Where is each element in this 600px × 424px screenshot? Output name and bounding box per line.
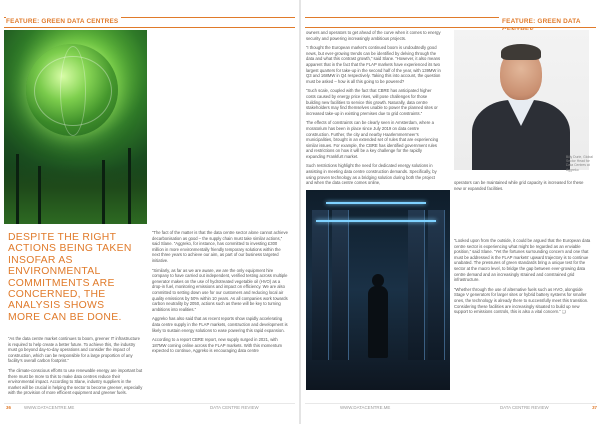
paragraph: operators can be maintained while grid capacity is increased for these new or expanded facilities. bbox=[454, 180, 584, 191]
left-page-number: 36 bbox=[6, 405, 11, 410]
server-rack bbox=[428, 210, 445, 360]
globe-illustration bbox=[26, 44, 118, 136]
portrait-hair bbox=[501, 44, 541, 60]
forest-ground bbox=[4, 164, 147, 224]
paragraph: “Whether through the use of alternative fuels such as HVO, alongside Stage V generators for larger sites or hybrid battery systems for smaller ones, the technology is already there to successfully meet this transition. Considering these facilities are increasingly situated to build up new support to emissions controls, this is also a vital concern.” ❑ bbox=[454, 286, 589, 315]
server-rack bbox=[408, 210, 425, 360]
portrait-caption: Billy Durie, Global Sector Head for Data Centres at Aggreko bbox=[566, 155, 593, 172]
right-column-2 bbox=[454, 180, 590, 195]
paragraph: Aggreko has also said that as recent reports show rapidly accelerating data centre supply in the FLAP markets, construction and development is likely to sustain energy solutions to ease powering this rapid expansion. bbox=[152, 316, 288, 333]
left-footer-magazine: WWW.DATACENTRE.ME bbox=[24, 405, 75, 410]
paragraph: “The fact of the matter is that the data centre sector alone cannot achieve decarbonisation as good – the supply chain must take similar actions,” said Slane. “Aggreko, for instance, has committed to investing £300 million in more environmentally friendly temporary solutions within the next three years to achieve our aim, as part of our business targeted initiative. bbox=[152, 230, 288, 263]
paragraph: The climate-conscious efforts to use renewable energy are important but there must be more to this to make data centres reduce their environmental impact. According to Slane, industry suppliers in the market will be crucial in helping the sector to become greener, especially with the provision of more efficient equipment and greener fuels. bbox=[8, 367, 143, 396]
paragraph: owners and operators to get ahead of the curve when it comes to energy security and powering increasingly ambitious projects. bbox=[306, 30, 441, 41]
paragraph: The effects of constraints can be clearly seen in Amsterdam, where a moratorium has been in place since July 2019 on data centre construction. Further, the city and nearby Haarlemmermeer’s municipalities, brought in an extended set of rules that are experiencing similar issues. For example, the CBRE has identified government rules and restrictions on how it will be a key challenge for the rapidly expanding Frankfurt market. bbox=[306, 120, 439, 159]
paragraph: Such restrictions highlight the need for dedicated energy solutions in assisting in meeting data centre construction demands. Specifically, by using proven technology as a bridging solution during both the project and when the data centre comes online, bbox=[306, 163, 437, 186]
ceiling-light bbox=[326, 202, 426, 204]
paragraph: “As the data centre market continues to boom, greener IT infrastructure is required to help create a better future. To achieve this, the industry must go beyond day-to-day operations and consider the impact of construction, which can be responsible for a large proportion of any facility’s overall carbon footprint.” bbox=[8, 336, 140, 364]
tree-trunk bbox=[16, 154, 19, 224]
right-page-number: 37 bbox=[592, 405, 597, 410]
left-column-1 bbox=[8, 336, 144, 400]
hero-globe-image bbox=[4, 30, 147, 224]
tree-trunk bbox=[102, 160, 105, 224]
right-column-1 bbox=[306, 30, 442, 190]
tree-trunk bbox=[38, 166, 41, 224]
paragraph: “Such scale, coupled with the fact that CBRE has anticipated higher costs caused by energy price rises, will pose challenges for those building new facilities to service this growth. Naturally, data centre stakeholders may find themselves unable to power the planned sites or increased take-up in existing premises due to grid constraints.” bbox=[306, 88, 438, 116]
silhouette-figure bbox=[368, 286, 388, 358]
paragraph: “Similarly, as far as we are aware, we are the only equipment hire company to have carried out independent, verified testing across multiple generator makes on the use of hydrotreated vegetable oil (HVO) as a drop-in fuel, monitoring emissions and impact on efficiency. We are also committed to setting down use for our customers and reducing local air quality emissions by 50% within 10 years. As all companies work towards carbon neutrality by 2050, actions such as these will be key to turning ambitions into realities.” bbox=[152, 267, 288, 312]
right-column-3 bbox=[454, 238, 594, 319]
right-footer-url: WWW.DATACENTRE.ME bbox=[340, 405, 391, 410]
right-footer-magazine: DATA CENTRE REVIEW bbox=[500, 405, 549, 410]
paragraph: “Looked upon from the outside, it could be argued that the European data centre sector is experiencing what might be regarded as an enviable position,” said Slane. “Yet the fortunes surrounding concern and one that must be addressed is the FLAP markets’ upward trajectory is to continue unabated. The pressures of green standards bring a unique test for the sector at the macro level, to bridge the gap between ever-growing data centre demand and an increasingly strained and constrained grid infrastructure. bbox=[454, 238, 591, 283]
ceiling-light bbox=[316, 220, 436, 222]
tree-trunk bbox=[128, 148, 131, 224]
server-rack bbox=[332, 210, 349, 360]
portrait-photo bbox=[454, 30, 589, 170]
left-section-tag: FEATURE: GREEN DATA CENTRES bbox=[6, 17, 121, 26]
paragraph: “I thought the European market’s continued boom is undoubtedly good news, but ever-growing trends can be identified by delving through the data and what this contrast growth,” said Slane. “However, it also means apparent that in the fact that the FLAP markets have experienced its two largest quarters for take-up in the second half of the year, with 139MW in Q3 and 168MW in Q4 respectively. Taking this into account, the question must be asked – how is all this going to be powered? bbox=[306, 45, 441, 84]
left-column-2 bbox=[152, 230, 288, 358]
paragraph: According to a report CBRE report, new supply surged in 2021, with 187MW coming online across the FLAP markets. With this momentum expected to continue, Aggreko is encouraging data centre bbox=[152, 337, 283, 354]
server-rack bbox=[312, 210, 329, 360]
left-footer-url: DATA CENTRE REVIEW bbox=[210, 405, 259, 410]
data-centre-photo bbox=[306, 190, 450, 390]
right-section-tag: FEATURE: GREEN DATA bbox=[499, 17, 600, 26]
pull-quote: DESPITE THE RIGHT ACTIONS BEING TAKEN INSOFAR AS ENVIRONMENTAL COMMITMENTS ARE CONCERNED, THE ANALYSIS SHOWS MORE CAN BE DONE. bbox=[8, 232, 132, 323]
